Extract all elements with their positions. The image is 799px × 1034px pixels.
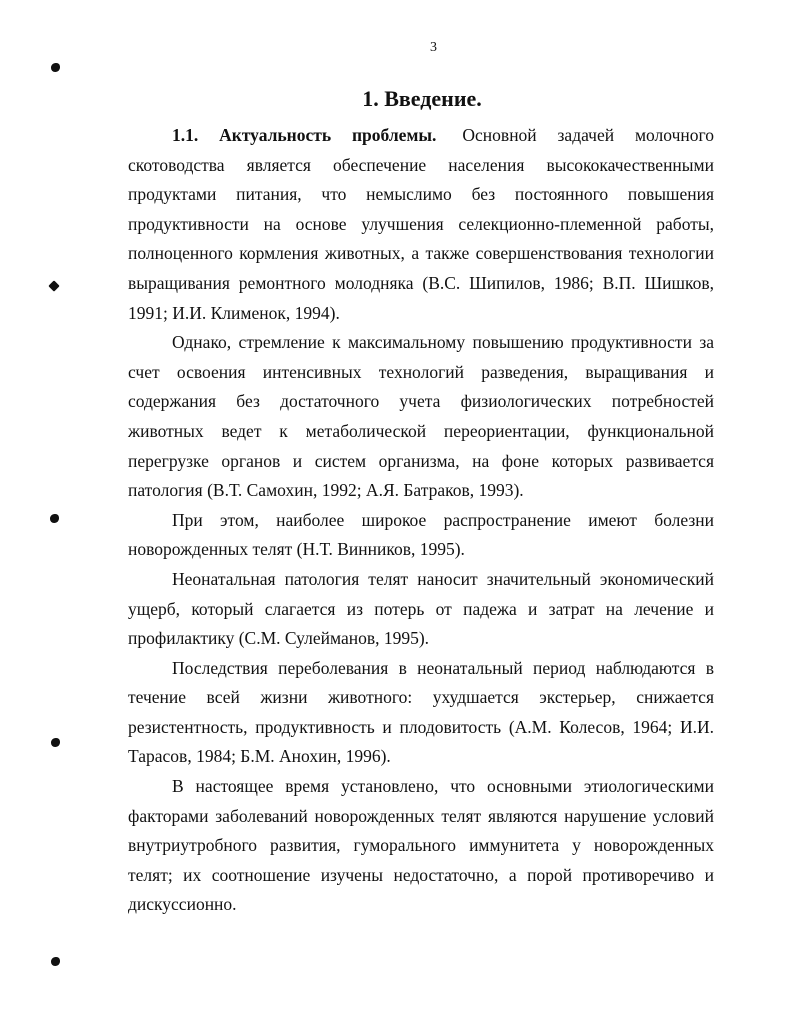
section-heading: 1.1. Актуальность проблемы.: [172, 125, 437, 145]
paragraph: При этом, наиболее широкое распространение имеют болезни новорожденных телят (Н.Т. Винников, 1995).: [128, 509, 714, 560]
page-title: 1. Введение.: [362, 86, 482, 111]
binding-hole-mark: [51, 63, 60, 72]
page-number: 3: [430, 40, 437, 55]
paragraph: [128, 121, 714, 328]
paragraph: В настоящее время установлено, что основными этиологическими факторами заболеваний новорожденных телят являются нарушение условий внутриутробного развития, гуморального иммунитета у новорожденных телят; их соотношение изучены недостаточно, а порой противоречиво и дискуссионно.: [128, 776, 714, 915]
paragraph: Неонатальная патология телят наносит значительный экономический ущерб, который слагается из потерь от падежа и затрат на лечение и профилактику (С.М. Сулейманов, 1995).: [128, 568, 714, 649]
paragraph: Последствия переболевания в неонатальный период наблюдаются в течение всей жизни животного: ухудшается экстерьер, снижается резистентность, продуктивность и плодовитость (А.М. Колесов, 1964; И.И. Тарасов, 1984; Б.М. Анохин, 1996).: [128, 657, 714, 767]
paragraph: Однако, стремление к максимальному повышению продуктивности за счет освоения интенсивных технологий разведения, выращивания и содержания без достаточного учета физиологических потребностей животных ведет к метаболической переориентации, функциональной перегрузке органов и систем организма, на фоне которых развивается патология (В.Т. Самохин, 1992; А.Я. Батраков, 1993).: [128, 332, 714, 501]
paragraph-text: Основной задачей молочного скотоводства является обеспечение населения высококачественными продуктами питания, что немыслимо без постоянного повышения продуктивности на основе улучшения селекционно-племенной работы, полноценного кормления животных, а также совершенствования технологии выращивания ремонтного молодняка (В.С. Шипилов, 1986; В.П. Шишков, 1991; И.И. Клименок, 1994).: [128, 125, 714, 323]
binding-hole-mark: [51, 738, 60, 747]
document-body: [128, 121, 714, 920]
binding-hole-mark: [48, 280, 59, 291]
binding-hole-mark: [50, 514, 59, 523]
binding-hole-mark: [51, 957, 60, 966]
